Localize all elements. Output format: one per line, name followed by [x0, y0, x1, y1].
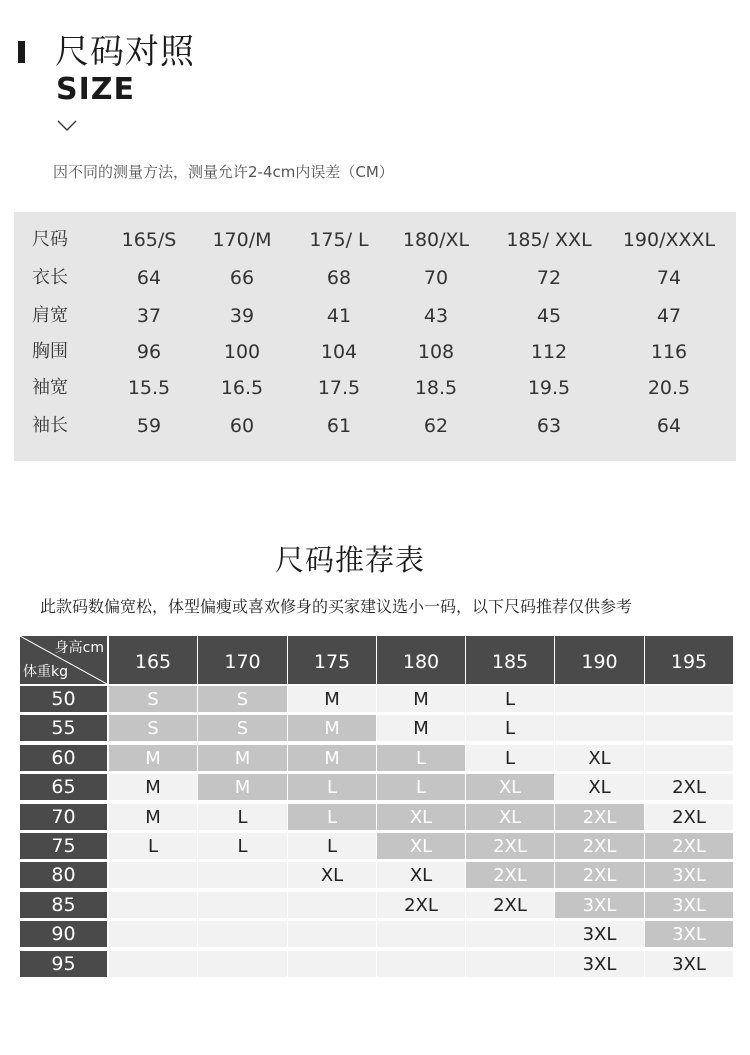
chevron-down-icon — [57, 120, 77, 132]
size-recommend-cell: 2XL — [555, 833, 644, 859]
weight-header-cell: 50 — [20, 686, 107, 712]
size-recommend-cell: M — [377, 686, 465, 712]
size-recommend-cell: M — [288, 745, 376, 771]
corner-height-label: 身高cm — [54, 640, 104, 656]
size-recommend-cell: L — [288, 833, 376, 859]
size-cell: 70 — [423, 267, 449, 289]
size-recommend-cell: 2XL — [466, 833, 554, 859]
weight-header-cell: 70 — [20, 804, 107, 830]
page-title: 尺码对照 — [55, 32, 195, 72]
size-recommend-cell: 3XL — [555, 892, 644, 918]
size-recommend-cell — [288, 892, 376, 918]
size-recommend-cell: L — [466, 715, 554, 741]
size-cell: 61 — [326, 415, 352, 437]
size-row-label: 肩宽 — [32, 305, 68, 326]
size-recommend-cell: M — [198, 774, 287, 800]
weight-header-cell: 60 — [20, 745, 107, 771]
size-recommend-cell: M — [109, 745, 197, 771]
height-header-cell: 170 — [198, 636, 287, 684]
size-row-label: 胸围 — [32, 341, 68, 362]
size-recommend-cell: L — [198, 804, 287, 830]
size-cell: 64 — [656, 415, 682, 437]
size-cell: 116 — [650, 341, 688, 363]
size-recommend-cell — [109, 862, 197, 888]
size-cell: 63 — [536, 415, 562, 437]
size-cell: 17.5 — [317, 377, 361, 399]
size-recommend-cell: 3XL — [645, 892, 733, 918]
size-recommend-cell — [466, 921, 554, 947]
size-row — [14, 260, 736, 296]
size-row — [14, 408, 736, 444]
size-cell: 43 — [423, 305, 449, 327]
size-recommend-cell: 3XL — [645, 921, 733, 947]
size-cell: 41 — [326, 305, 352, 327]
size-cell: 62 — [423, 415, 449, 437]
size-cell: 47 — [656, 305, 682, 327]
size-recommend-cell — [377, 921, 465, 947]
height-header-cell: 175 — [288, 636, 376, 684]
size-cell: 66 — [229, 267, 255, 289]
recommend-note: 此款码数偏宽松，体型偏瘦或喜欢修身的买家建议选小一码，以下尺码推荐仅供参考 — [40, 597, 633, 616]
size-cell: 165/S — [121, 229, 177, 251]
size-recommend-cell — [109, 892, 197, 918]
size-recommend-cell: S — [198, 686, 287, 712]
corner-weight-label: 体重kg — [23, 664, 68, 680]
size-cell: 20.5 — [647, 377, 691, 399]
size-recommend-cell: S — [109, 715, 197, 741]
weight-header-cell: 85 — [20, 892, 107, 918]
size-cell: 190/XXXL — [622, 229, 716, 251]
size-recommend-cell: 3XL — [555, 951, 644, 977]
size-recommend-cell: XL — [377, 804, 465, 830]
weight-header-cell: 90 — [20, 921, 107, 947]
size-cell: 74 — [656, 267, 682, 289]
size-cell: 108 — [417, 341, 455, 363]
size-recommend-cell — [288, 951, 376, 977]
size-cell: 64 — [136, 267, 162, 289]
size-recommend-cell: 2XL — [645, 804, 733, 830]
size-recommend-cell: M — [288, 715, 376, 741]
size-cell: 185/ XXL — [506, 229, 592, 251]
size-recommend-cell — [109, 921, 197, 947]
size-recommend-cell: 3XL — [555, 921, 644, 947]
size-cell: 37 — [136, 305, 162, 327]
size-recommend-cell: M — [377, 715, 465, 741]
height-header-cell: 195 — [645, 636, 733, 684]
size-recommend-cell — [198, 921, 287, 947]
size-recommend-cell: L — [466, 745, 554, 771]
size-recommend-cell: L — [288, 774, 376, 800]
size-recommend-cell: XL — [466, 804, 554, 830]
size-recommend-cell: 2XL — [645, 833, 733, 859]
size-header-row — [14, 222, 736, 258]
size-recommend-cell: L — [377, 774, 465, 800]
size-recommend-cell: L — [288, 804, 376, 830]
size-recommend-cell: 2XL — [377, 892, 465, 918]
size-recommend-cell: S — [109, 686, 197, 712]
weight-header-cell: 80 — [20, 862, 107, 888]
size-cell: 18.5 — [414, 377, 458, 399]
size-recommend-cell: 2XL — [555, 804, 644, 830]
size-row-label: 尺码 — [32, 229, 68, 250]
size-cell: 68 — [326, 267, 352, 289]
size-recommend-cell: XL — [377, 862, 465, 888]
size-cell: 45 — [536, 305, 562, 327]
size-recommend-cell: XL — [466, 774, 554, 800]
size-recommend-cell: 3XL — [645, 951, 733, 977]
weight-header-cell: 55 — [20, 715, 107, 741]
size-recommend-cell — [198, 862, 287, 888]
height-header-cell: 190 — [555, 636, 644, 684]
size-row-label: 衣长 — [32, 267, 68, 288]
size-row — [14, 298, 736, 334]
size-cell: 39 — [229, 305, 255, 327]
size-recommend-cell: 2XL — [645, 774, 733, 800]
size-recommend-cell: S — [198, 715, 287, 741]
size-recommend-cell: XL — [288, 862, 376, 888]
size-recommend-cell: XL — [377, 833, 465, 859]
size-recommend-cell: M — [109, 774, 197, 800]
size-row-label: 袖长 — [32, 415, 68, 436]
size-cell: 72 — [536, 267, 562, 289]
measurement-note: 因不同的测量方法，测量允许2-4cm内误差（CM） — [53, 163, 394, 181]
height-header-cell: 165 — [109, 636, 197, 684]
size-cell: 16.5 — [220, 377, 264, 399]
size-cell: 19.5 — [527, 377, 571, 399]
size-recommend-cell — [645, 686, 733, 712]
size-recommend-cell — [555, 715, 644, 741]
size-recommend-cell: M — [109, 804, 197, 830]
size-recommend-cell: 2XL — [466, 862, 554, 888]
recommend-title: 尺码推荐表 — [274, 543, 425, 577]
size-cell: 59 — [136, 415, 162, 437]
size-cell: 112 — [530, 341, 568, 363]
size-recommend-cell — [466, 951, 554, 977]
size-recommend-cell: L — [109, 833, 197, 859]
weight-header-cell: 95 — [20, 951, 107, 977]
size-recommend-cell: L — [198, 833, 287, 859]
size-row-label: 袖宽 — [32, 377, 68, 398]
size-cell: 170/M — [212, 229, 272, 251]
size-recommend-cell — [645, 745, 733, 771]
size-recommend-cell: M — [288, 686, 376, 712]
size-cell: 175/ L — [309, 229, 369, 251]
page-subtitle: SIZE — [56, 72, 136, 107]
size-recommend-cell — [198, 892, 287, 918]
size-recommend-cell — [645, 715, 733, 741]
size-recommend-cell — [555, 686, 644, 712]
size-recommend-cell: 2XL — [466, 892, 554, 918]
size-recommend-cell: XL — [555, 774, 644, 800]
size-recommend-cell: M — [198, 745, 287, 771]
size-recommend-cell: 2XL — [555, 862, 644, 888]
weight-header-cell: 65 — [20, 774, 107, 800]
size-recommend-cell: XL — [555, 745, 644, 771]
size-recommend-cell: 3XL — [645, 862, 733, 888]
size-cell: 180/XL — [402, 229, 470, 251]
size-cell: 96 — [136, 341, 162, 363]
height-header-cell: 180 — [377, 636, 465, 684]
size-recommend-cell: L — [466, 686, 554, 712]
height-header-cell: 185 — [466, 636, 554, 684]
size-chart-table — [14, 212, 736, 461]
size-recommend-cell — [109, 951, 197, 977]
size-cell: 100 — [223, 341, 261, 363]
size-recommend-cell: L — [377, 745, 465, 771]
weight-header-cell: 75 — [20, 833, 107, 859]
size-recommend-cell — [288, 921, 376, 947]
recommend-table-corner — [20, 636, 107, 684]
title-accent-bar — [18, 41, 25, 63]
size-row — [14, 334, 736, 370]
size-row — [14, 370, 736, 406]
size-cell: 104 — [320, 341, 358, 363]
size-cell: 60 — [229, 415, 255, 437]
size-cell: 15.5 — [127, 377, 171, 399]
size-recommend-cell — [377, 951, 465, 977]
size-recommend-cell — [198, 951, 287, 977]
